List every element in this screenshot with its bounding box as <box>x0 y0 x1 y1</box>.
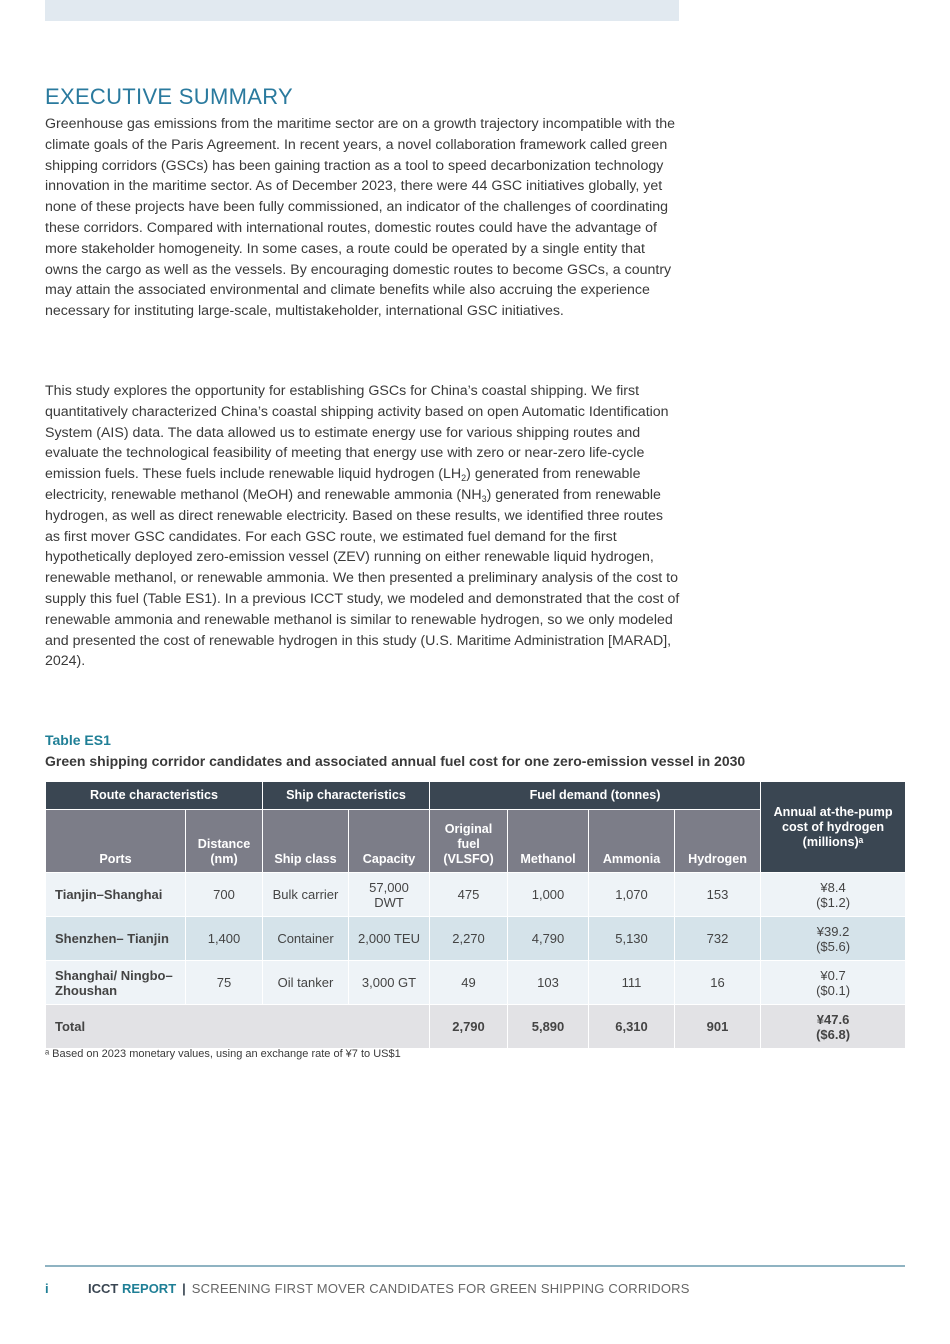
header-capacity: Capacity <box>349 810 430 873</box>
cell-ports: Shenzhen– Tianjin <box>46 917 186 961</box>
cost-cny: ¥47.6 <box>816 1011 850 1027</box>
page-number: i <box>45 1281 49 1296</box>
cell-hydrogen: 16 <box>675 961 761 1005</box>
footer-report-label: REPORT <box>121 1281 177 1296</box>
cell-ship-class: Container <box>263 917 349 961</box>
header-methanol: Methanol <box>508 810 589 873</box>
table-row <box>46 873 906 917</box>
cell-total-label: Total <box>46 1005 430 1049</box>
cost-usd: ($5.6) <box>816 938 851 954</box>
cell-methanol: 103 <box>508 961 589 1005</box>
cell-ammonia: 111 <box>589 961 675 1005</box>
group-header-ship: Ship characteristics <box>263 782 430 810</box>
cell-annual-cost <box>761 917 906 961</box>
cell-annual-cost <box>761 1005 906 1049</box>
cell-original-fuel: 49 <box>430 961 508 1005</box>
cell-distance: 700 <box>186 873 263 917</box>
cost-usd: ($0.1) <box>816 982 851 998</box>
top-color-band <box>45 0 679 21</box>
cell-hydrogen: 153 <box>675 873 761 917</box>
header-original-fuel: Original fuel (VLSFO) <box>430 810 508 873</box>
cell-original-fuel: 2,270 <box>430 917 508 961</box>
cell-capacity: 3,000 GT <box>349 961 430 1005</box>
header-ammonia: Ammonia <box>589 810 675 873</box>
group-header-route: Route characteristics <box>46 782 263 810</box>
cell-methanol: 1,000 <box>508 873 589 917</box>
cost-usd: ($6.8) <box>816 1026 851 1042</box>
cell-hydrogen: 732 <box>675 917 761 961</box>
table-title: Green shipping corridor candidates and associated annual fuel cost for one zero-emission vessel in 2030 <box>45 753 746 769</box>
cell-capacity: 57,000 DWT <box>349 873 430 917</box>
cell-ports: Shanghai/ Ningbo–Zhoushan <box>46 961 186 1005</box>
page-footer <box>45 1281 690 1296</box>
paragraph-2-part-3: ) generated from renewable hydrogen, as well as direct renewable electricity. Based on these results, we identified three routes as first mover GSC candidates. For each GSC route, we estimated fuel demand for the first hypothetically deployed zero-emission vessel (ZEV) running on either renewable liquid hydrogen, renewable methanol, or renewable ammonia. We then presented a preliminary analysis of the cost to supply this fuel (Table ES1). In a previous ICCT study, we modeled and demonstrated that the cost of renewable ammonia and renewable methanol is similar to renewable hydrogen, so we only modeled and presented the cost of renewable hydrogen in this study (U.S. Maritime Administration [MARAD], 2024). <box>45 486 680 670</box>
cell-hydrogen: 901 <box>675 1005 761 1049</box>
paragraph-2-part-2: ) generated from renewable electricity, renewable methanol (MeOH) and renewable ammonia (NH <box>45 466 641 503</box>
summary-paragraph-2 <box>45 381 681 672</box>
cell-original-fuel: 475 <box>430 873 508 917</box>
header-hydrogen: Hydrogen <box>675 810 761 873</box>
cell-ports: Tianjin–Shanghai <box>46 873 186 917</box>
footer-divider <box>45 1265 905 1267</box>
cell-ammonia: 5,130 <box>589 917 675 961</box>
cell-ammonia: 1,070 <box>589 873 675 917</box>
header-ports: Ports <box>46 810 186 873</box>
subscript-2: 2 <box>461 473 467 484</box>
cell-annual-cost <box>761 961 906 1005</box>
cell-ship-class: Oil tanker <box>263 961 349 1005</box>
header-distance: Distance (nm) <box>186 810 263 873</box>
cell-methanol: 5,890 <box>508 1005 589 1049</box>
table-total-row <box>46 1005 906 1049</box>
cost-cny: ¥8.4 <box>820 879 846 895</box>
cell-methanol: 4,790 <box>508 917 589 961</box>
header-ship-class: Ship class <box>263 810 349 873</box>
header-annual-cost: Annual at-the-pump cost of hydrogen (millions)ᵃ <box>761 782 906 873</box>
cell-distance: 75 <box>186 961 263 1005</box>
footer-report-title: SCREENING FIRST MOVER CANDIDATES FOR GREEN SHIPPING CORRIDORS <box>191 1281 690 1296</box>
footer-separator: | <box>182 1281 186 1296</box>
cost-cny: ¥39.2 <box>816 923 850 939</box>
table-row <box>46 961 906 1005</box>
cell-ship-class: Bulk carrier <box>263 873 349 917</box>
section-heading: EXECUTIVE SUMMARY <box>45 84 293 109</box>
subscript-3: 3 <box>481 493 487 504</box>
table-footnote: ᵃ Based on 2023 monetary values, using an exchange rate of ¥7 to US$1 <box>45 1048 401 1060</box>
cell-annual-cost <box>761 873 906 917</box>
table-label: Table ES1 <box>45 732 111 748</box>
cell-capacity: 2,000 TEU <box>349 917 430 961</box>
cell-original-fuel: 2,790 <box>430 1005 508 1049</box>
footer-org: ICCT <box>88 1281 119 1296</box>
cell-distance: 1,400 <box>186 917 263 961</box>
table-row <box>46 917 906 961</box>
group-header-fuel: Fuel demand (tonnes) <box>430 782 761 810</box>
cost-usd: ($1.2) <box>816 894 851 910</box>
fuel-cost-table <box>45 781 906 1049</box>
cost-cny: ¥0.7 <box>820 967 846 983</box>
summary-paragraph-1: Greenhouse gas emissions from the maritime sector are on a growth trajectory incompatible with the climate goals of the Paris Agreement. In recent years, a novel collaboration framework called green shipping corridors (GSCs) has been gaining traction as a tool to speed decarbonization technology innovation in the maritime sector. As of December 2023, there were 44 GSC initiatives globally, yet none of these projects have been fully commissioned, an indicator of the challenges of coordinating these corridors. Compared with international routes, domestic routes could have the advantage of more stakeholder homogeneity. In some cases, a route could be operated by a single entity that owns the cargo as well as the vessels. By encouraging domestic routes to become GSCs, a country may attain the associated environmental and climate benefits while also accruing the experience necessary for instituting large-scale, multistakeholder, international GSC initiatives. <box>45 116 676 320</box>
paragraph-2-part-1: This study explores the opportunity for establishing GSCs for China’s coastal shipping. We first quantitatively characterized China’s coastal shipping activity based on open Automatic Identification System (AIS) data. The data allowed us to estimate energy use for various shipping routes and evaluate the technological feasibility of meeting that energy use with zero or near-zero life-cycle emission fuels. These fuels include renewable liquid hydrogen (LH <box>45 383 669 483</box>
cell-ammonia: 6,310 <box>589 1005 675 1049</box>
